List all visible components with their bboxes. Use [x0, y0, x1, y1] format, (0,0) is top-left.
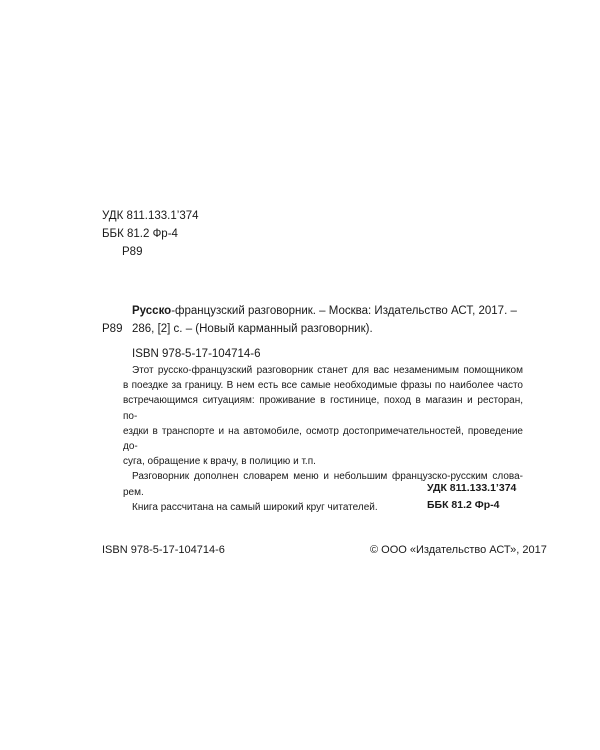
annotation-line: Книга рассчитана на самый широкий круг читателей.: [132, 501, 378, 513]
classification-block-bottom: [427, 480, 516, 514]
catalog-series-line: [102, 320, 522, 338]
udk-code-bottom: УДК 811.133.1’374: [427, 482, 517, 494]
catalog-author-mark: Р89: [102, 323, 123, 335]
annotation-line: Разговорник дополнен словарем меню и небольшим французско-русским слова-: [132, 471, 523, 483]
footer-isbn: ISBN 978-5-17-104714-6: [102, 544, 225, 556]
udk-code: УДК 811.133.1’374: [102, 210, 199, 222]
footer-copyright: © ООО «Издательство АСТ», 2017: [370, 544, 547, 556]
catalog-title-line: [102, 302, 522, 320]
classification-block-top: [102, 207, 199, 261]
bbk-code-bottom: ББК 81.2 Фр-4: [427, 499, 500, 511]
annotation-line: в поездке за границу. В нем есть все самые необходимые фразы по наиболее часто: [123, 380, 523, 392]
annotation-paragraph-1: [123, 363, 523, 469]
catalog-pages-series: 286, [2] с. – (Новый карманный разговорник).: [132, 323, 373, 335]
annotation-line: Этот русско-французский разговорник станет для вас незаменимым помощником: [132, 365, 523, 376]
annotation-line: встречающимся ситуациям: проживание в гостинице, поход в магазин и ресторан, по-: [123, 395, 523, 422]
catalog-title-rest: -французский разговорник. – Москва: Издательство АСТ, 2017. –: [171, 305, 517, 317]
author-mark: Р89: [122, 246, 143, 258]
annotation-line: суга, обращение к врачу, в полицию и т.п.: [123, 456, 316, 468]
catalog-isbn: ISBN 978-5-17-104714-6: [132, 348, 261, 360]
annotation-line: ездки в транспорте и на автомобиле, осмотр достопримечательностей, проведение до-: [123, 425, 523, 453]
annotation-line: рем.: [123, 486, 144, 498]
bbk-code: ББК 81.2 Фр-4: [102, 228, 178, 240]
catalog-entry: [102, 302, 522, 363]
catalog-title-bold: Русско: [132, 305, 172, 317]
